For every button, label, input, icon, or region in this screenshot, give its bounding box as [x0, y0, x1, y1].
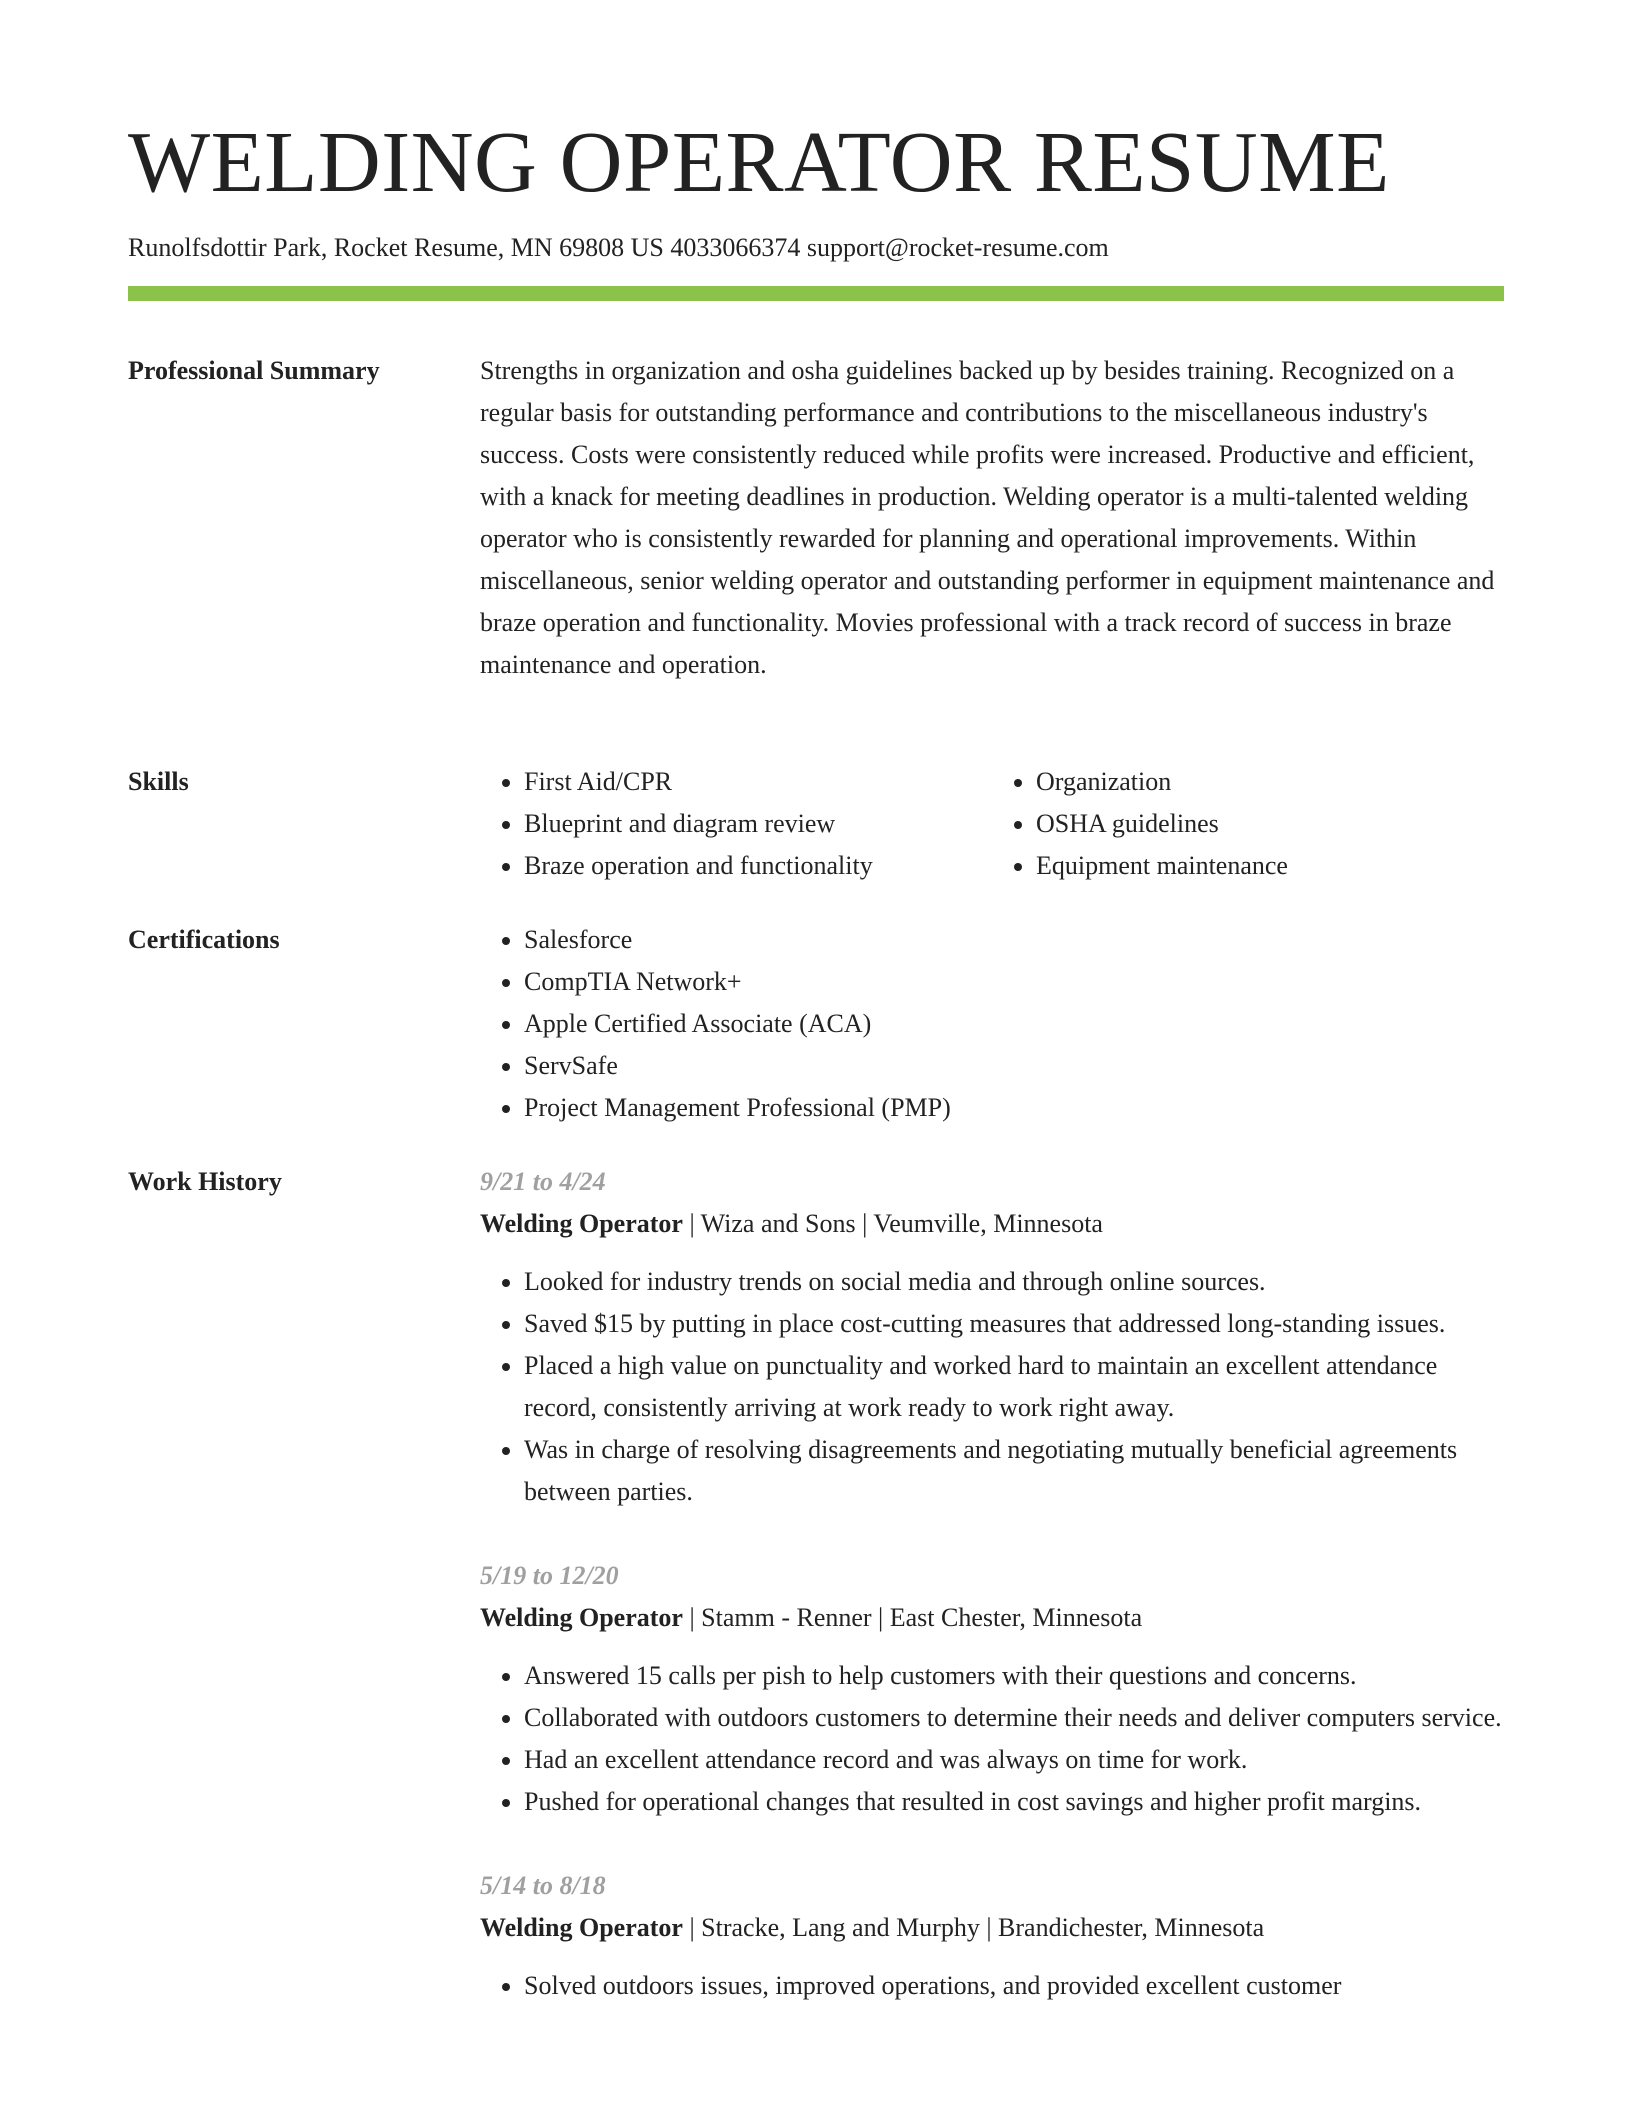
certifications-label: Certifications [128, 925, 280, 954]
skill-item: • Braze operation and functionality [524, 845, 992, 887]
certification-item: • ServSafe [524, 1045, 1504, 1087]
work-history-label: Work History [128, 1167, 282, 1196]
job-title: Welding Operator [480, 1603, 683, 1632]
job-bullets [480, 1655, 1504, 1823]
job-dates: 5/19 to 12/20 [480, 1561, 619, 1590]
skill-item: • Organization [1036, 761, 1504, 803]
summary-body [480, 350, 1504, 686]
job-title-line [480, 1907, 1504, 1949]
skills-body [480, 761, 1504, 887]
job-bullet: • Had an excellent attendance record and was always on time for work. [524, 1739, 1504, 1781]
skill-item: • Equipment maintenance [1036, 845, 1504, 887]
header-divider [128, 286, 1504, 301]
job-bullet: • Solved outdoors issues, improved operations, and provided excellent customer [524, 1965, 1504, 2007]
work-history-body [480, 1161, 1504, 2049]
job-title-line [480, 1597, 1504, 1639]
skills-list-right [992, 761, 1504, 887]
job-bullets [480, 1965, 1504, 2007]
job-dates: 5/14 to 8/18 [480, 1871, 606, 1900]
job-bullets [480, 1261, 1504, 1513]
skill-item: • First Aid/CPR [524, 761, 992, 803]
job-bullet: • Answered 15 calls per pish to help customers with their questions and concerns. [524, 1655, 1504, 1697]
job-bullet: • Pushed for operational changes that resulted in cost savings and higher profit margins. [524, 1781, 1504, 1823]
skills-columns [480, 761, 1504, 887]
job-entry [480, 1161, 1504, 1513]
contact-info: Runolfsdottir Park, Rocket Resume, MN 69808 US 4033066374 support@rocket-resume.com [128, 233, 1109, 262]
job-title: Welding Operator [480, 1209, 683, 1238]
certification-item: • Apple Certified Associate (ACA) [524, 1003, 1504, 1045]
job-details: | Wiza and Sons | Veumville, Minnesota [682, 1209, 1103, 1238]
certification-item: • Project Management Professional (PMP) [524, 1087, 1504, 1129]
summary-text: Strengths in organization and osha guidelines backed up by besides training. Recognized on a regular basis for outstanding performance and contributions to the miscellaneous industry's success. Costs were consistently reduced while profits were increased. Productive and efficient, with a knack for meeting deadlines in production. Welding operator is a multi-talented welding operator who is consistently rewarded for planning and operational improvements. Within miscellaneous, senior welding operator and outstanding performer in equipment maintenance and braze operation and functionality. Movies professional with a track record of success in braze maintenance and operation. [480, 356, 1495, 679]
skills-label: Skills [128, 767, 189, 796]
page-title: WELDING OPERATOR RESUME [128, 113, 1390, 210]
job-entry [480, 1865, 1504, 2007]
job-details: | Stracke, Lang and Murphy | Brandichester, Minnesota [682, 1913, 1265, 1942]
skills-list-left [480, 761, 992, 887]
job-bullet: • Saved $15 by putting in place cost-cutting measures that addressed long-standing issues. [524, 1303, 1504, 1345]
job-details: | Stamm - Renner | East Chester, Minnesota [682, 1603, 1143, 1632]
certifications-body [480, 919, 1504, 1129]
job-title: Welding Operator [480, 1913, 683, 1942]
certification-item: • Salesforce [524, 919, 1504, 961]
summary-label: Professional Summary [128, 356, 380, 385]
job-bullet: • Placed a high value on punctuality and worked hard to maintain an excellent attendance record, consistently arriving at work ready to work right away. [524, 1345, 1504, 1429]
skill-item: • OSHA guidelines [1036, 803, 1504, 845]
job-dates: 9/21 to 4/24 [480, 1167, 606, 1196]
job-entry [480, 1555, 1504, 1823]
certifications-list [480, 919, 1504, 1129]
job-title-line [480, 1203, 1504, 1245]
job-bullet: • Looked for industry trends on social media and through online sources. [524, 1261, 1504, 1303]
certification-item: • CompTIA Network+ [524, 961, 1504, 1003]
skill-item: • Blueprint and diagram review [524, 803, 992, 845]
job-bullet: • Collaborated with outdoors customers to determine their needs and deliver computers service. [524, 1697, 1504, 1739]
job-bullet: • Was in charge of resolving disagreements and negotiating mutually beneficial agreements between parties. [524, 1429, 1504, 1513]
